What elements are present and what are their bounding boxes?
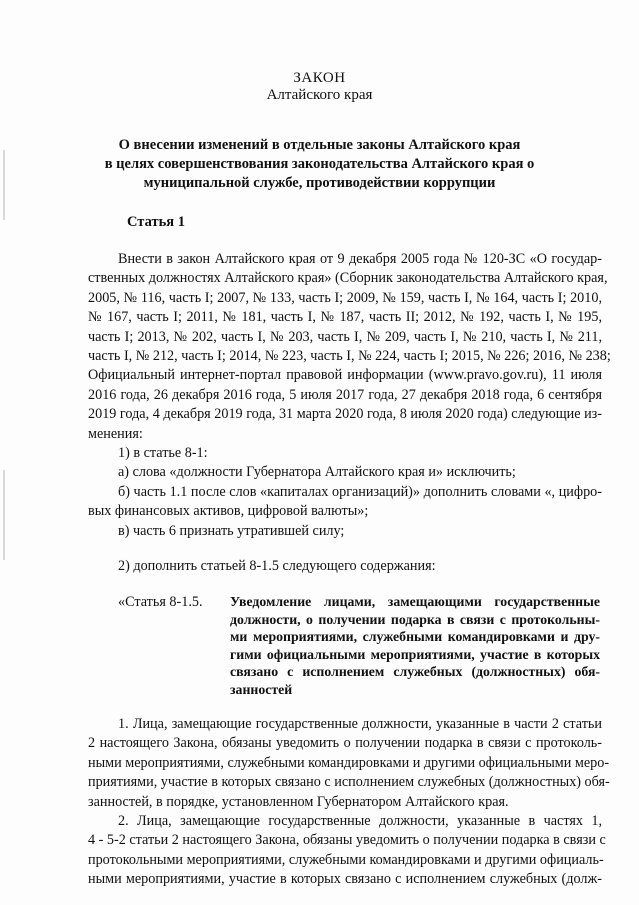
para1-line: Внести в закон Алтайского края от 9 декабря 2005 года № 120-ЗС «О государ- (118, 251, 602, 267)
part-2-line: протокольными мероприятиями, служебными командировками и другими официаль- (88, 851, 604, 868)
article-8-1-5-label: «Статья 8-1.5. (118, 594, 203, 610)
article-8-1-5-title-line: ми мероприятиями, служебными командировками и дру- (230, 629, 600, 645)
article-8-1-5-title-line: должности, о получении подарка в связи с протокольны- (230, 611, 600, 627)
scan-edge-mark (3, 470, 5, 560)
article-8-1-5-title-line: занностей (230, 682, 293, 697)
para1-line: № 167, часть I; 2011, № 181, часть I, № 187, часть II; 2012, № 192, часть I, № 195, (88, 309, 602, 326)
para1-line: 2016 года, 26 декабря 2016 года, 5 июля 2017 года, 27 декабря 2018 года, 6 сентября (88, 386, 602, 403)
part-1-line: приятиями, участие в которых связано с исполнением служебных (должностных) обя- (88, 774, 610, 791)
law-header-subtitle: Алтайского края (266, 87, 373, 103)
law-title-line: О внесении изменений в отдельные законы Алтайского края (118, 137, 521, 153)
article-1-heading: Статья 1 (127, 214, 185, 230)
para1-line: часть I; 2013, № 202, часть I, № 203, часть I, № 209, часть I, № 210, часть I, № 211, (88, 328, 602, 345)
article-8-1-5-title-line: Уведомление лицами, замещающими государственные (230, 594, 600, 609)
item-1: 1) в статье 8-1: (118, 445, 208, 461)
part-1-line: ными мероприятиями, служебными командировками и другими официальными меро- (88, 754, 610, 771)
item-1c: в) часть 6 признать утратившей силу; (118, 522, 345, 539)
para1-line: 2019 года, 4 декабря 2019 года, 31 марта 2020 года, 8 июля 2020 года) следующие из- (88, 406, 602, 423)
item-2: 2) дополнить статьей 8-1.5 следующего содержания: (118, 558, 436, 574)
law-header-title: ЗАКОН (293, 70, 346, 86)
item-1b-line: б) часть 1.1 после слов «капиталах организаций)» дополнить словами «, цифро- (118, 483, 602, 500)
item-1a: а) слова «должности Губернатора Алтайского края и» исключить; (118, 464, 516, 481)
law-title-line: в целях совершенствования законодательства Алтайского края о (104, 156, 535, 172)
item-1b-line: вых финансовых активов, цифровой валюты»; (88, 503, 369, 520)
part-1-line: занностей, в порядке, установленном Губернатором Алтайского края. (88, 793, 509, 810)
para1-line: ственных должностях Алтайского края» (Сборник законодательства Алтайского края, (88, 270, 608, 287)
article-8-1-5-title-line: гими официальными мероприятиями, участие в которых (230, 646, 600, 662)
article-8-1-5-title-line: связано с исполнением служебных (должностных) обя- (230, 664, 600, 680)
law-title-line: муниципальной службе, противодействии коррупции (143, 175, 496, 191)
part-1-line: 1. Лица, замещающие государственные должности, указанные в части 2 статьи (118, 716, 602, 732)
part-1-line: 2 настоящего Закона, обязаны уведомить о получении подарка в связи с протоколь- (88, 735, 602, 752)
para1-line: часть I, № 212, часть I; 2014, № 223, часть I, № 224, часть I; 2015, № 226; 2016, № 238; (88, 348, 611, 364)
para1-line: менения: (88, 425, 143, 442)
para1-line: 2005, № 116, часть I; 2007, № 133, часть I; 2009, № 159, часть I, № 164, часть I; 2010, (88, 289, 602, 306)
para1-line: Официальный интернет-портал правовой информации (www.pravo.gov.ru), 11 июля (88, 367, 602, 384)
part-2-line: ными мероприятиями, участие в которых связано с исполнением служебных (долж- (88, 871, 602, 888)
part-2-line: 4 - 5-2 статьи 2 настоящего Закона, обязаны уведомить о получении подарка в связи с (88, 832, 606, 849)
part-2-line: 2. Лица, замещающие государственные должности, указанные в частях 1, (118, 813, 602, 829)
